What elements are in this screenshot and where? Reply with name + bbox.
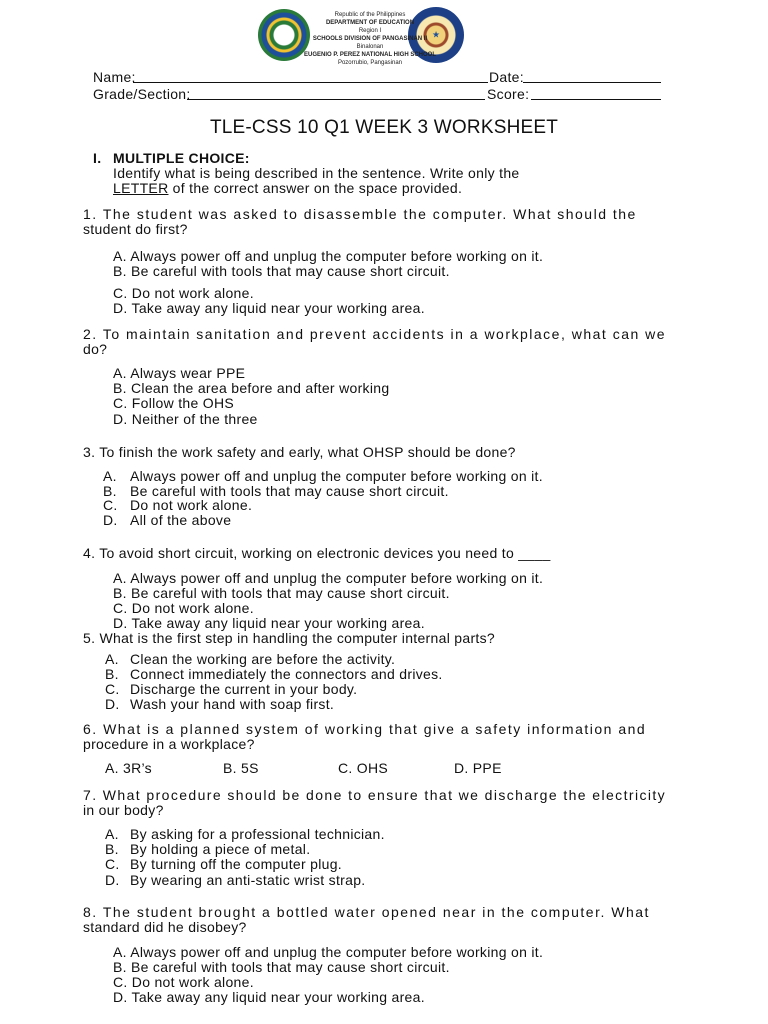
question-5-option-b-letter: B.: [105, 666, 119, 682]
question-7-option-c-letter: C.: [105, 856, 120, 872]
name-field[interactable]: [133, 82, 488, 83]
question-3-option-d[interactable]: All of the above: [130, 512, 232, 528]
question-1-option-c[interactable]: C. Do not work alone.: [113, 285, 254, 301]
question-2-text-line-2: do?: [83, 341, 108, 357]
question-8-text-line-1: 8. The student brought a bottled water opened near in the computer. What: [83, 904, 650, 920]
question-8-option-d[interactable]: D. Take away any liquid near your working area.: [113, 989, 425, 1005]
question-5-option-d-letter: D.: [105, 696, 120, 712]
question-3-option-c-letter: C.: [103, 497, 118, 513]
date-field[interactable]: [523, 82, 661, 83]
question-3-option-b-letter: B.: [103, 483, 117, 499]
name-label: Name:: [93, 69, 136, 85]
question-8-option-b[interactable]: B. Be careful with tools that may cause short circuit.: [113, 959, 450, 975]
question-4-option-a[interactable]: A. Always power off and unplug the computer before working on it.: [113, 570, 544, 586]
header-town: Binalonan: [356, 44, 384, 50]
header-region: Region I: [358, 28, 382, 34]
header-republic: Republic of the Philippines: [334, 12, 406, 18]
header-location: Pozorrubio, Pangasinan: [337, 60, 403, 66]
section-instruction-line-1: Identify what is being described in the sentence. Write only the: [113, 165, 520, 181]
question-6-option-b[interactable]: B. 5S: [223, 760, 259, 776]
score-label: Score:: [487, 86, 530, 102]
grade-section-field[interactable]: [187, 99, 485, 100]
question-1-option-b[interactable]: B. Be careful with tools that may cause short circuit.: [113, 263, 450, 279]
date-label: Date:: [489, 69, 524, 85]
question-3-option-a[interactable]: Always power off and unplug the computer before working on it.: [130, 468, 543, 484]
question-2-option-d[interactable]: D. Neither of the three: [113, 411, 258, 427]
question-7-option-d[interactable]: By wearing an anti-static wrist strap.: [130, 872, 366, 888]
question-8-text-line-2: standard did he disobey?: [83, 919, 247, 935]
question-2-option-a[interactable]: A. Always wear PPE: [113, 365, 246, 381]
question-1-option-d[interactable]: D. Take away any liquid near your working area.: [113, 300, 425, 316]
question-7-text-line-1: 7. What procedure should be done to ensure that we discharge the electricity: [83, 787, 667, 803]
question-7-option-a[interactable]: By asking for a professional technician.: [130, 826, 385, 842]
question-6-text-line-2: procedure in a workplace?: [83, 736, 255, 752]
question-4-text: 4. To avoid short circuit, working on electronic devices you need to ____: [83, 545, 551, 561]
section-heading: MULTIPLE CHOICE:: [113, 150, 250, 166]
question-5-option-b[interactable]: Connect immediately the connectors and drives.: [130, 666, 443, 682]
question-5-option-a[interactable]: Clean the working are before the activity.: [130, 651, 396, 667]
question-2-option-b[interactable]: B. Clean the area before and after working: [113, 380, 390, 396]
header-division: SCHOOLS DIVISION OF PANGASINAN II: [312, 36, 428, 42]
question-3-option-d-letter: D.: [103, 512, 118, 528]
question-5-option-a-letter: A.: [105, 651, 119, 667]
question-5-option-d[interactable]: Wash your hand with soap first.: [130, 696, 335, 712]
question-8-option-a[interactable]: A. Always power off and unplug the computer before working on it.: [113, 944, 544, 960]
section-number: I.: [93, 150, 102, 166]
question-8-option-c[interactable]: C. Do not work alone.: [113, 974, 254, 990]
question-7-option-b-letter: B.: [105, 841, 119, 857]
question-4-option-c[interactable]: C. Do not work alone.: [113, 600, 254, 616]
worksheet-title: TLE-CSS 10 Q1 WEEK 3 WORKSHEET: [209, 117, 559, 138]
question-7-option-d-letter: D.: [105, 872, 120, 888]
question-7-option-a-letter: A.: [105, 826, 119, 842]
question-5-option-c-letter: C.: [105, 681, 120, 697]
section-instruction-line-2: [113, 180, 462, 196]
instruction-letter-emphasis: LETTER: [113, 180, 169, 196]
grade-section-label: Grade/Section:: [93, 86, 191, 102]
header-school: EUGENIO P. PEREZ NATIONAL HIGH SCHOOL: [303, 52, 436, 58]
question-3-option-a-letter: A.: [103, 468, 117, 484]
instruction-line-2-rest: of the correct answer on the space provided.: [168, 180, 463, 196]
question-2-text-line-1: 2. To maintain sanitation and prevent accidents in a workplace, what can we: [83, 326, 667, 342]
question-6-option-c[interactable]: C. OHS: [338, 760, 389, 776]
question-6-text-line-1: 6. What is a planned system of working that give a safety information and: [83, 721, 647, 737]
question-5-option-c[interactable]: Discharge the current in your body.: [130, 681, 358, 697]
question-4-option-d[interactable]: D. Take away any liquid near your working area.: [113, 615, 425, 631]
question-6-option-d[interactable]: D. PPE: [454, 760, 502, 776]
question-6-option-a[interactable]: A. 3R’s: [105, 760, 152, 776]
question-7-option-c[interactable]: By turning off the computer plug.: [130, 856, 342, 872]
question-3-option-b[interactable]: Be careful with tools that may cause short circuit.: [130, 483, 449, 499]
school-seal-icon: ★: [408, 7, 464, 63]
question-1-option-a[interactable]: A. Always power off and unplug the computer before working on it.: [113, 248, 544, 264]
question-7-text-line-2: in our body?: [83, 802, 164, 818]
question-4-option-b[interactable]: B. Be careful with tools that may cause short circuit.: [113, 585, 450, 601]
question-5-text: 5. What is the first step in handling the computer internal parts?: [83, 630, 496, 646]
question-7-option-b[interactable]: By holding a piece of metal.: [130, 841, 311, 857]
question-1-text-line-1: 1. The student was asked to disassemble the computer. What should the: [83, 206, 637, 222]
question-1-text-line-2: student do first?: [83, 221, 188, 237]
score-field[interactable]: [531, 99, 661, 100]
header-department: DEPARTMENT OF EDUCATION: [325, 20, 415, 26]
question-2-option-c[interactable]: C. Follow the OHS: [113, 395, 235, 411]
question-3-option-c[interactable]: Do not work alone.: [130, 497, 253, 513]
question-3-text: 3. To finish the work safety and early, what OHSP should be done?: [83, 444, 516, 460]
